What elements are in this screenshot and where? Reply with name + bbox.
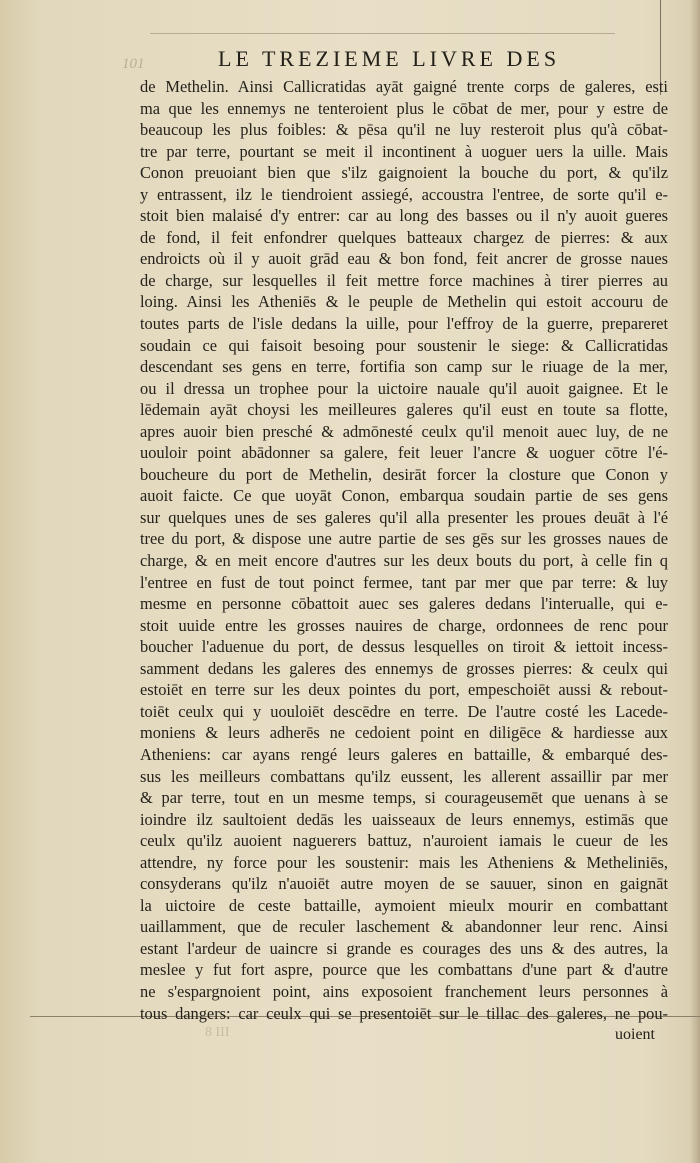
text-line: boucheure du port de Methelin, desirāt forcer la closture que Conon y (140, 464, 668, 484)
text-line: soudain ce qui faisoit besoing pour soustenir le siege: & Callicratidas (140, 335, 668, 355)
text-line: ou il dressa un trophee pour la uictoire nauale qu'il auoit gaignee. Et le (140, 378, 668, 398)
text-line: y entrassent, ilz le tiendroient assiegé, accoustra l'entree, de sorte qu'il e- (140, 184, 668, 204)
text-line: lēdemain ayāt choysi les meilleures galeres qu'il eust en toute sa flotte, (140, 400, 668, 420)
text-line: apres auoir bien presché & admōnesté ceulx qu'il menoit auec luy, de ne (140, 421, 668, 441)
text-line: uaillamment, que de reculer laschement & abandonner leur renc. Ainsi (140, 917, 668, 937)
text-line: tre par terre, pourtant se meit il incontinent à uoguer uers la uille. Mais (140, 141, 668, 161)
text-line: ma que les ennemys ne tenteroient plus le cōbat de mer, pour y estre de (140, 98, 668, 118)
text-line: loing. Ainsi les Atheniēs & le peuple de Methelin qui estoit accouru de (140, 292, 668, 312)
text-line: & par terre, tout en un mesme temps, si courageusemēt que uenans à se (140, 788, 668, 808)
text-line: auoit faicte. Ce que uoyāt Conon, embarqua soudain partie de ses gens (140, 486, 668, 506)
text-line: de charge, sur lesquelles il feit mettre force machines à tirer pierres au (140, 270, 668, 290)
top-rule (150, 33, 615, 34)
text-line: de fond, il feit enfondrer quelques batteaux chargez de pierres: & aux (140, 227, 668, 247)
text-line: descendant ses gens en terre, fortifia son camp sur le riuage de la mer, (140, 357, 668, 377)
text-line: uouloir point abādonner sa galere, feit leuer l'ancre & uoguer cōtre l'é- (140, 443, 668, 463)
text-line: stoit bien malaisé d'y entrer: car au long des basses ou il n'y auoit gueres (140, 206, 668, 226)
catchword: uoient (615, 1026, 655, 1043)
running-title: LE TREZIEME LIVRE DES (218, 46, 561, 71)
text-line: tree du port, & dispose une autre partie de ses gēs sur les grosses naues de (140, 529, 668, 549)
text-line: ceulx qu'ilz auoient naguerers battuz, n'auroient iamais le cueur de les (140, 831, 668, 851)
body-text (140, 76, 668, 1024)
text-line: l'entree en fust de tout poinct fermee, tant par mer que par terre: & luy (140, 572, 668, 592)
text-line: la uictoire de ceste battaille, aymoient mieulx mourir en combattant (140, 895, 668, 915)
text-line: meslee y fut fort aspre, pource que les combattans d'une part & d'autre (140, 960, 668, 980)
page-edge-shadow (690, 0, 700, 1163)
text-line: toutes parts de l'isle dedans la uille, pour l'effroy de la guerre, prepareret (140, 314, 668, 334)
text-line: endroicts où il y auoit grād eau & bon fond, feit ancrer de grosse naues (140, 249, 668, 269)
text-line: Atheniens: car ayans rengé leurs galeres en battaille, & embarqué des- (140, 744, 668, 764)
text-line: beaucoup les plus foibles: & pēsa qu'il ne luy resteroit plus qu'à cōbat- (140, 120, 668, 140)
text-line: ioindre ilz saultoient dedās les uaisseaux de leurs ennemys, estimās que (140, 809, 668, 829)
text-line: ne s'espargnoient point, ains exposoient franchement leurs personnes à (140, 981, 668, 1001)
text-line: charge, & en meit encore d'autres sur les deux bouts du port, à celle fin q (140, 551, 668, 571)
text-line: moniens & leurs adherēs ne cedoient point en diligēce & hardiesse aux (140, 723, 668, 743)
text-line: sus les meilleurs combattans qu'ilz eussent, les allerent assaillir par mer (140, 766, 668, 786)
running-head (0, 44, 700, 76)
text-line: boucher l'aduenue du port, de dessus lesquelles on tiroit & iettoit incess- (140, 637, 668, 657)
bleed-through-mark: 8 III (205, 1025, 230, 1040)
text-line: stoit uuide entre les grosses nauires de charge, ordonnees de renc pour (140, 615, 668, 635)
text-line: tous dangers: car ceulx qui se presentoiēt sur le tillac des galeres, ne pou- (140, 1003, 668, 1023)
text-line: estant l'ardeur de uaincre si grande es courages des uns & des autres, la (140, 938, 668, 958)
folio-number: 101 (122, 56, 145, 72)
text-line: estoiēt en terre sur les deux pointes du port, empeschoiēt aussi & rebout- (140, 680, 668, 700)
text-line: samment dedans les galeres des ennemys de grosses pierres: & ceulx qui (140, 658, 668, 678)
text-line: toiēt ceulx qui y uouloiēt descēdre en terre. De l'autre costé les Lacede- (140, 701, 668, 721)
text-line: attendre, ny force pour les soustenir: mais les Atheniens & Metheliniēs, (140, 852, 668, 872)
text-line: sur quelques unes de ses galeres qu'il alla presenter les proues deuāt à l'é (140, 507, 668, 527)
text-line: consyderans qu'ilz n'auoiēt autre moyen de se sauuer, sinon en gaignāt (140, 874, 668, 894)
text-line: mesme en personne cōbattoit auec ses galeres dedans l'interualle, qui e- (140, 594, 668, 614)
text-line: de Methelin. Ainsi Callicratidas ayāt gaigné trente corps de galeres, esti (140, 77, 668, 96)
text-line: Conon preuoiant bien que s'ilz gaignoient la bouche du port, & qu'ilz (140, 163, 668, 183)
